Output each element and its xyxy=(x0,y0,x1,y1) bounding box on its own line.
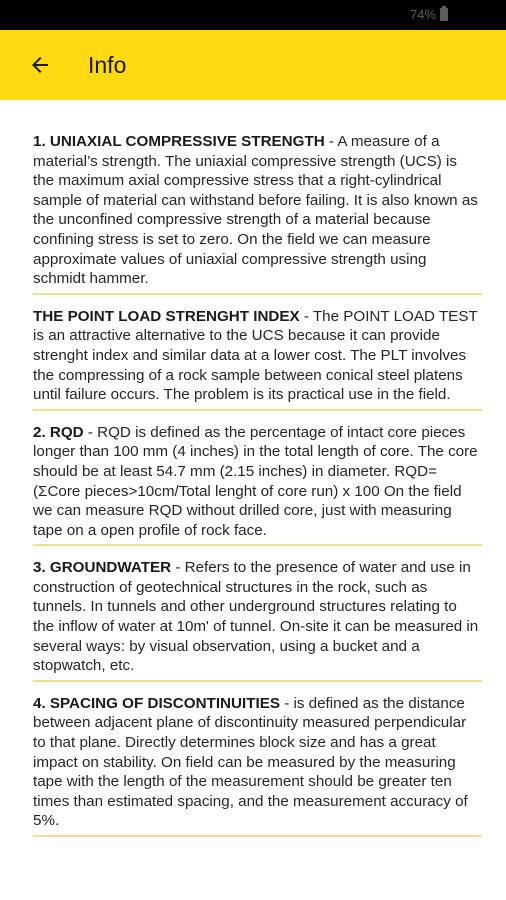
section-body: - is defined as the distance between adjacent plane of discontinuity measured perpendicular to that plane. Directly determines block size and has a great impact on stability. On field can be measured by the measuring tape with the length of the measurement should be greater ten times than estimated spacing, and the measurement accuracy of 5%. xyxy=(33,694,468,830)
section-body: - A measure of a material’s strength. The uniaxial compressive strength (UCS) is the maximum axial compressive stress that a right-cylindrical sample of material can withstand before failing. It is also known as the unconfined compressive strength of a material because confining stress is set to zero. On the field we can measure approximate values of uniaxial compressive strength using schmidt hammer. xyxy=(33,133,478,288)
section-text xyxy=(33,132,482,289)
page-title: Info xyxy=(88,51,127,78)
section-heading: 2. RQD xyxy=(33,423,84,441)
section-text xyxy=(33,694,482,831)
section-text xyxy=(33,307,482,405)
section-body: - The POINT LOAD TEST is an attractive alternative to the UCS because it can provide strenght index and similar data at a lower cost. The PLT involves the compressing of a rock sample between conical steel platens until failure occurs. The problem is its practical use in the field. xyxy=(33,307,478,404)
section-body: - Refers to the presence of water and use in construction of geotechnical structures in the rock, such as tunnels. In tunnels and other underground structures relating to the inflow of water at 10m' of tunnel. On-site it can be measured in several ways: by visual observation, using a bucket and a stopwatch, etc. xyxy=(33,559,479,675)
battery-percentage: 74% xyxy=(409,7,436,22)
section-heading: 4. SPACING OF DISCONTINUITIES xyxy=(33,694,280,712)
section-text xyxy=(33,423,482,541)
arrow-left-icon xyxy=(28,53,52,77)
section-heading: 1. UNIAXIAL COMPRESSIVE STRENGTH xyxy=(33,133,325,150)
info-section-groundwater xyxy=(33,554,482,682)
info-section-point-load xyxy=(33,303,482,411)
battery-icon xyxy=(440,8,448,21)
info-section-ucs xyxy=(33,128,482,295)
info-section-spacing xyxy=(33,690,482,837)
section-heading: THE POINT LOAD STRENGHT INDEX xyxy=(33,307,300,325)
info-section-rqd xyxy=(33,419,482,547)
section-body: - RQD is defined as the percentage of intact core pieces longer than 100 mm (4 inches) in the total length of core. The core should be at least 54.7 mm (2.15 inches) in diameter. RQD= (ΣCore pieces>10cm/Total lenght of core run) x 100 On the field we can measure RQD without drilled core, just with measuring tape on a open profile of rock face. xyxy=(33,423,478,539)
section-text xyxy=(33,558,482,676)
status-bar xyxy=(0,0,506,30)
app-bar xyxy=(0,30,506,100)
back-button[interactable] xyxy=(26,51,54,79)
status-indicators xyxy=(410,7,448,22)
section-heading: 3. GROUNDWATER xyxy=(33,559,172,577)
info-content xyxy=(0,100,506,837)
